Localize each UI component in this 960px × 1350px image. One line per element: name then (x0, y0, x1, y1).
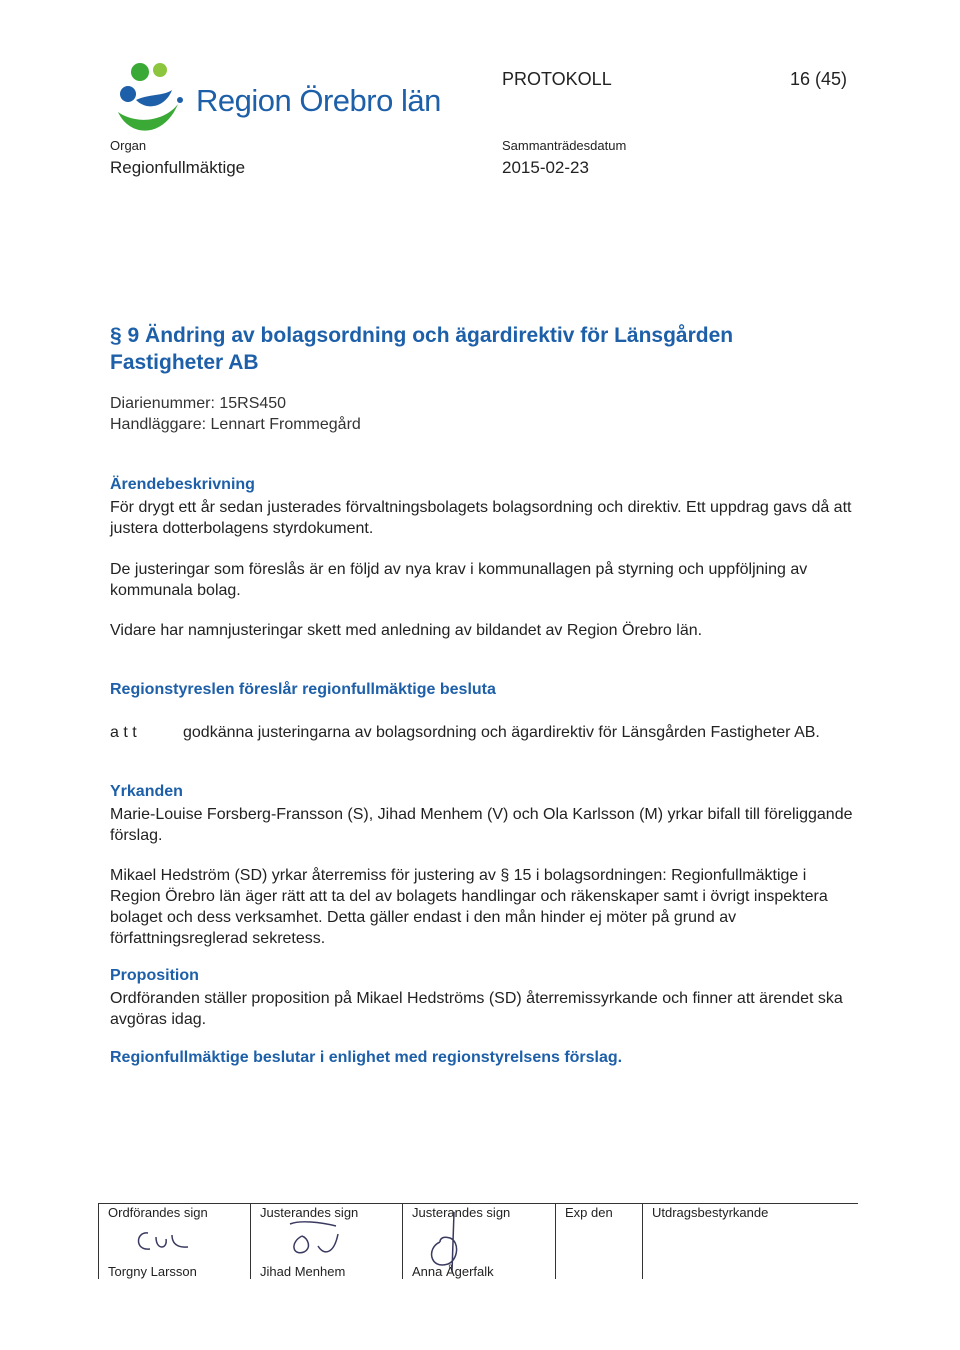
handlaggare: Handläggare: Lennart Frommegård (110, 416, 361, 433)
case-meta (110, 393, 361, 435)
section-title: § 9 Ändring av bolagsordning och ägardirektiv för Länsgården Fastigheter AB (110, 324, 734, 374)
proposition-heading: Proposition (110, 967, 199, 984)
cell-divider (402, 1203, 403, 1279)
sign-label-extract: Utdragsbestyrkande (652, 1205, 769, 1220)
arende-paragraph-3: Vidare har namnjusteringar skett med anledning av bildandet av Region Örebro län. (110, 622, 703, 639)
proposal-text: godkänna justeringarna av bolagsordning och ägardirektiv för Länsgården Fastigheter AB. (183, 724, 820, 741)
meeting-date-label: Sammanträdesdatum (502, 138, 627, 153)
cell-divider (250, 1203, 251, 1279)
decision: Regionfullmäktige beslutar i enlighet med regionstyrelsens förslag. (110, 1049, 623, 1066)
page-number: 16 (45) (790, 69, 848, 89)
cell-divider (555, 1203, 556, 1279)
signer-name-adjuster-2: Anna Ågerfalk (412, 1264, 494, 1279)
organ-label: Organ (110, 138, 147, 153)
arende-paragraph-1: För drygt ett år sedan justerades förvaltningsbolagets bolagsordning och direktiv. Ett uppdrag gavs då att justera dotterbolagens styrdokument. (110, 499, 852, 537)
organ-value: Regionfullmäktige (110, 158, 246, 177)
signature-adjuster-1 (280, 1218, 350, 1260)
cell-divider (642, 1203, 643, 1279)
sign-label-adjuster-2: Justerandes sign (412, 1205, 511, 1220)
sign-label-chair: Ordförandes sign (108, 1205, 208, 1220)
signature-table-rule (98, 1203, 858, 1204)
yrkanden-paragraph-1: Marie-Louise Forsberg-Fransson (S), Jihad Menhem (V) och Ola Karlsson (M) yrkar bifall till föreliggande förslag. (110, 806, 853, 844)
yrkanden-heading: Yrkanden (110, 783, 183, 800)
cell-divider (98, 1203, 99, 1279)
signature-chair (128, 1225, 198, 1260)
signer-name-adjuster-1: Jihad Menhem (260, 1264, 346, 1279)
signer-name-chair: Torgny Larsson (108, 1264, 197, 1279)
arende-paragraph-2: De justeringar som föreslås är en följd av nya krav i kommunallagen på styrning och uppföljning av kommunala bolag. (110, 561, 808, 599)
arende-heading: Ärendebeskrivning (110, 476, 255, 493)
org-name: Region Örebro län (196, 83, 441, 118)
meeting-date: 2015-02-23 (502, 158, 589, 177)
document-type: PROTOKOLL (502, 69, 612, 89)
proposition-text: Ordföranden ställer proposition på Mikael Hedströms (SD) återremissyrkande och finner att ärendet ska avgöras idag. (110, 990, 843, 1028)
diarienummer: Diarienummer: 15RS450 (110, 395, 287, 412)
yrkanden-paragraph-2: Mikael Hedström (SD) yrkar återremiss för justering av § 15 i bolagsordningen: Regionfullmäktige i Region Örebro län äger rätt att ta del av bolagets handlingar och räkenskaper samt i övrigt inspektera bolaget och dess verksamhet. Detta gäller endast i den mån hinder ej möter på grund av författningsreglerad sekretess. (110, 867, 828, 947)
region-logo (108, 60, 188, 140)
sign-label-adjuster-1: Justerandes sign (260, 1205, 359, 1220)
sign-label-exp: Exp den (565, 1205, 613, 1220)
proposal-heading: Regionstyreslen föreslår regionfullmäktige besluta (110, 681, 496, 698)
att-label: a t t (110, 724, 137, 741)
